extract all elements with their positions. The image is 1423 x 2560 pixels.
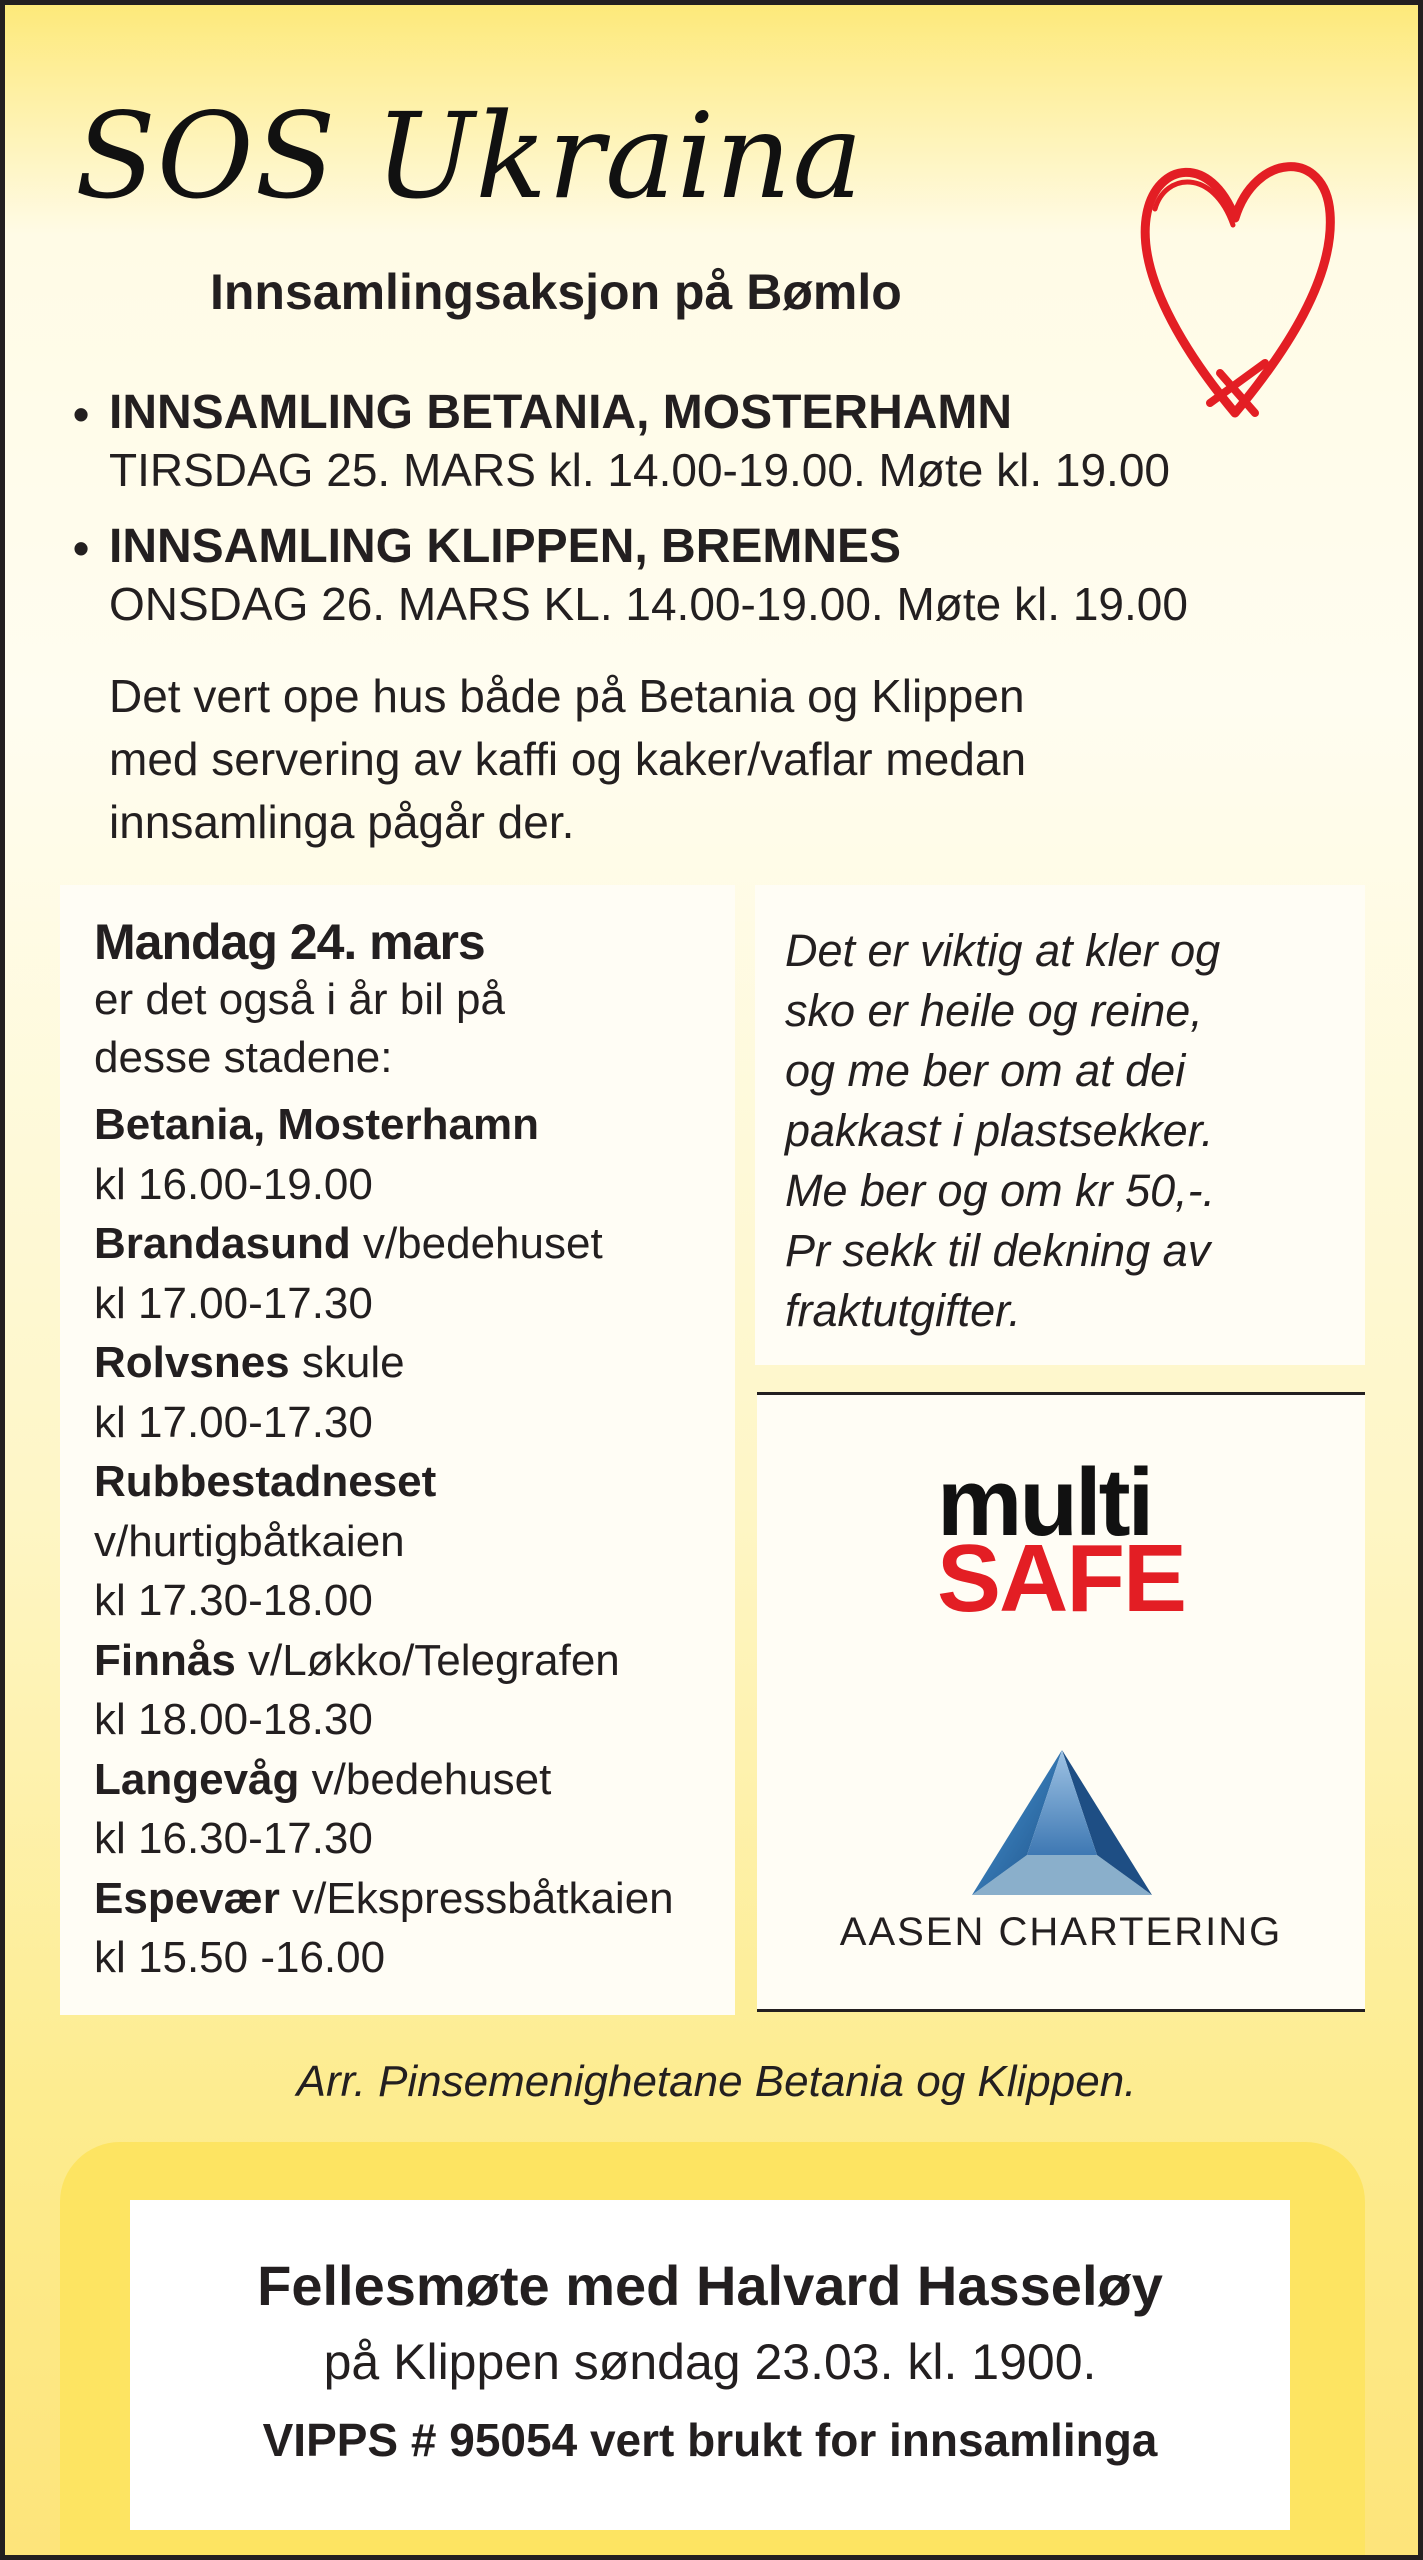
aasen-triangle-icon xyxy=(967,1745,1157,1905)
event-title: INNSAMLING BETANIA, MOSTERHAMN xyxy=(109,386,1013,439)
event-betania xyxy=(73,385,1373,499)
stop-header xyxy=(94,1333,701,1393)
schedule-date: Mandag 24. mars xyxy=(94,914,485,970)
stop-name: Finnås xyxy=(94,1635,236,1685)
event-list xyxy=(73,385,1373,653)
flyer-title: SOS Ukraina xyxy=(75,87,864,225)
open-house-line: innsamlinga pågår der. xyxy=(109,796,575,848)
notice-line: Pr sekk til dekning av xyxy=(785,1225,1211,1276)
stop-header xyxy=(94,1631,701,1691)
open-house-text xyxy=(109,665,1309,854)
event-time: ONSDAG 26. MARS KL. 14.00-19.00. Møte kl. 19.00 xyxy=(109,578,1188,630)
stop-place: v/Løkko/Telegrafen xyxy=(248,1635,620,1685)
stop-name: Rolvsnes xyxy=(94,1338,290,1387)
open-house-line: med servering av kaffi og kaker/vaflar medan xyxy=(109,733,1027,785)
stop-time: kl 15.50 -16.00 xyxy=(94,1933,386,1982)
meeting-subtitle: på Klippen søndag 23.03. kl. 1900. xyxy=(323,2334,1097,2390)
notice-line: sko er heile og reine, xyxy=(785,985,1203,1036)
stop-name: Langevåg xyxy=(94,1754,300,1804)
packing-notice xyxy=(755,885,1365,1365)
stop-place: skule xyxy=(301,1338,405,1387)
meeting-title: Fellesmøte med Halvard Hasseløy xyxy=(257,2254,1163,2317)
schedule-intro-line: desse stadene: xyxy=(94,1033,393,1082)
bullet-icon: • xyxy=(73,388,90,440)
stop-header xyxy=(94,1869,701,1929)
event-klippen xyxy=(73,519,1373,633)
notice-line: Me ber og om kr 50,-. xyxy=(785,1165,1216,1216)
event-time: TIRSDAG 25. MARS kl. 14.00-19.00. Møte kl. 19.00 xyxy=(109,444,1170,496)
aasen-name: AASEN CHARTERING xyxy=(839,1910,1283,1954)
stop-header xyxy=(94,1214,701,1274)
multisafe-logo-top: multi xyxy=(937,1449,1152,1556)
stop-place: v/hurtigbåtkaien xyxy=(94,1516,405,1566)
stop-place: v/bedehuset xyxy=(311,1754,552,1804)
arranger-text: Arr. Pinsemenighetane Betania og Klippen. xyxy=(296,2057,1137,2106)
multisafe-logo xyxy=(937,1449,1186,1632)
schedule-intro xyxy=(94,971,701,1087)
pickup-schedule xyxy=(60,885,735,2015)
multisafe-logo-bottom: SAFE xyxy=(937,1525,1186,1632)
stop-time: kl 16.30-17.30 xyxy=(94,1814,373,1863)
stop-place: v/bedehuset xyxy=(362,1219,603,1268)
open-house-line: Det vert ope hus både på Betania og Klippen xyxy=(109,670,1025,722)
bullet-icon: • xyxy=(73,522,90,574)
stop-name: Betania, Mosterhamn xyxy=(94,1100,539,1149)
notice-line: og me ber om at dei xyxy=(785,1045,1186,1096)
stop-time: kl 17.30-18.00 xyxy=(94,1576,373,1625)
meeting-card xyxy=(130,2200,1290,2530)
vipps-number: VIPPS # 95054 vert brukt for innsamlinga xyxy=(262,2414,1158,2466)
event-title: INNSAMLING KLIPPEN, BREMNES xyxy=(109,520,902,573)
stop-time: kl 17.00-17.30 xyxy=(94,1397,373,1447)
stop-header xyxy=(94,1452,701,1512)
notice-line: Det er viktig at kler og xyxy=(785,925,1221,976)
sponsor-box xyxy=(757,1392,1365,2012)
stop-header xyxy=(94,1095,701,1155)
stop-time: kl 17.00-17.30 xyxy=(94,1278,373,1328)
stop-header xyxy=(94,1750,701,1810)
stop-time: kl 18.00-18.30 xyxy=(94,1695,373,1744)
notice-line: pakkast i plastsekker. xyxy=(785,1105,1214,1156)
flyer-subtitle: Innsamlingsaksjon på Bømlo xyxy=(210,264,902,320)
schedule-intro-line: er det også i år bil på xyxy=(94,975,505,1024)
stop-place: v/Ekspressbåtkaien xyxy=(292,1873,674,1923)
notice-line: fraktutgifter. xyxy=(785,1285,1021,1336)
stop-name: Rubbestadneset xyxy=(94,1457,437,1506)
stop-name: Brandasund xyxy=(94,1219,351,1268)
stop-time: kl 16.00-19.00 xyxy=(94,1159,373,1209)
stop-name: Espevær xyxy=(94,1873,280,1923)
